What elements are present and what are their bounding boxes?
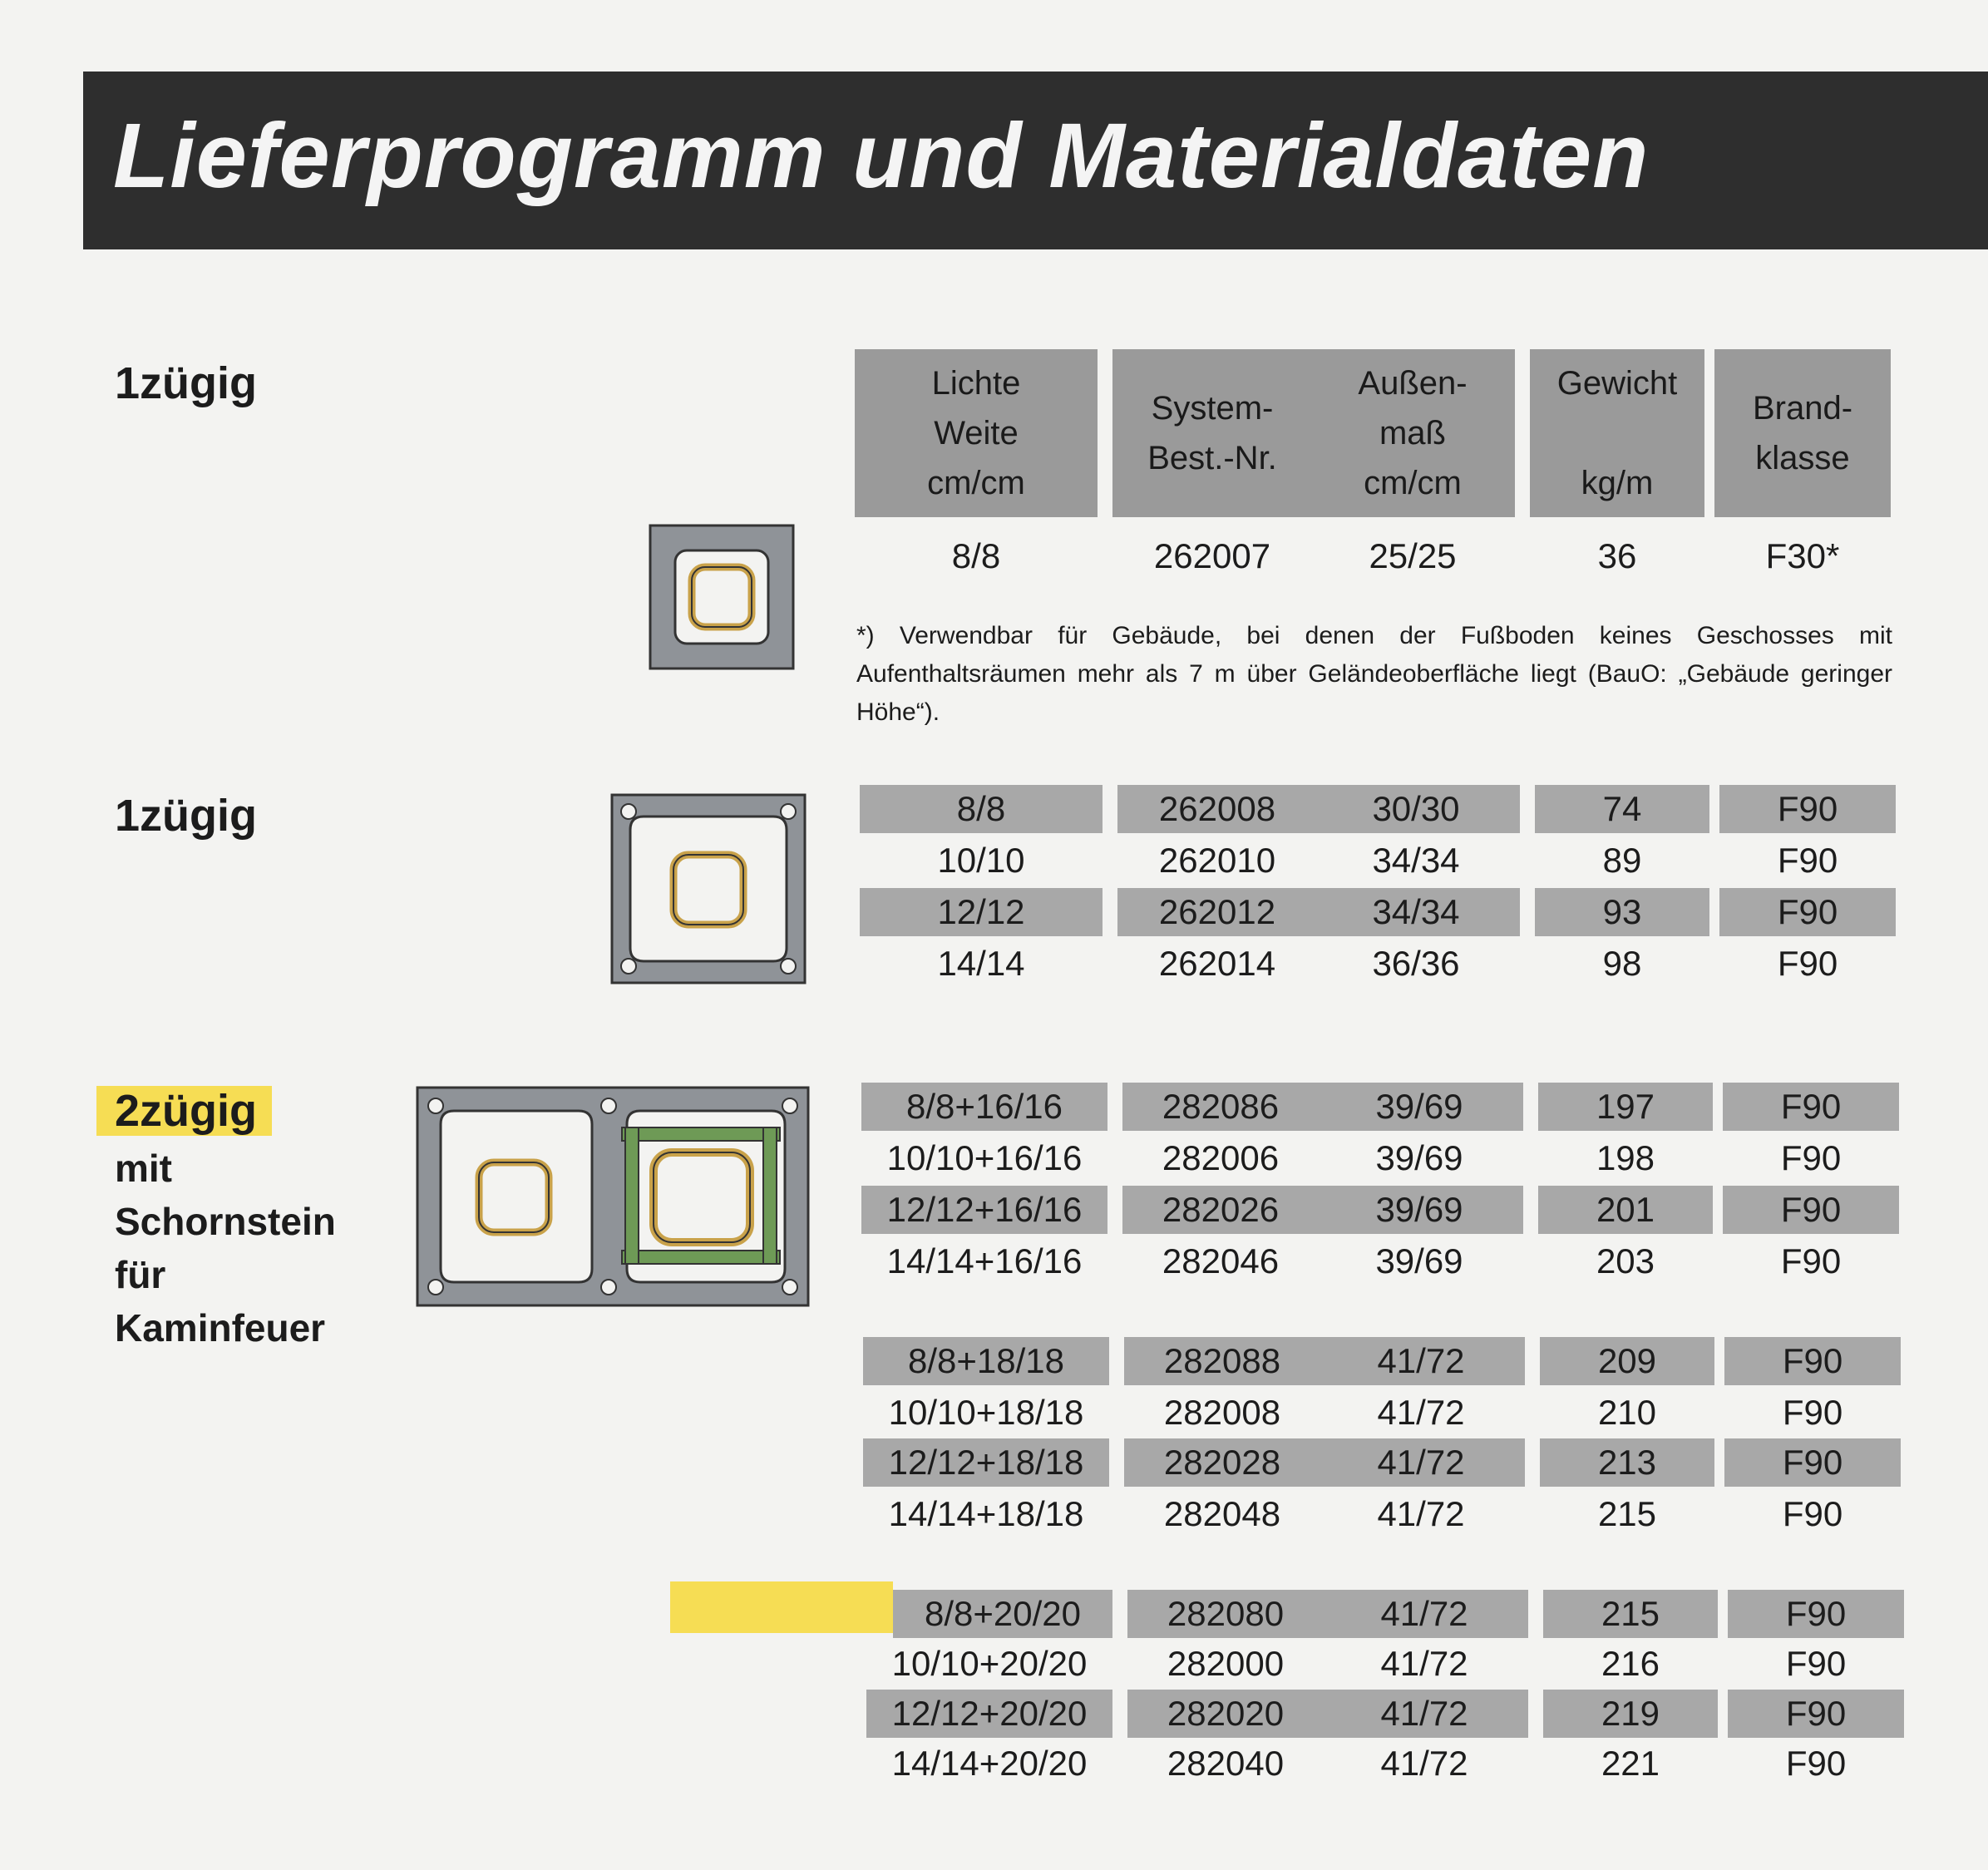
section-3-caption-fur: für [115, 1253, 166, 1296]
table-cell: F90 [1785, 1644, 1847, 1683]
table-cell: 262014 [1158, 944, 1276, 983]
table-cell: 12/12 [860, 888, 1103, 936]
table-cell: 216 [1601, 1644, 1660, 1683]
header-brandklasse: Brand- klasse [1714, 349, 1891, 517]
table-cell: 219 [1543, 1690, 1718, 1738]
table-cell: 39/69 [1375, 1138, 1463, 1177]
table-cell: 201 [1538, 1186, 1713, 1234]
table-cell: 203 [1596, 1241, 1655, 1280]
table-cell: F90 [1777, 841, 1838, 880]
table-cell: 282086 [1122, 1083, 1319, 1131]
table-cell: 12/12+18/18 [863, 1438, 1109, 1487]
table-cell: 262012 [1117, 888, 1317, 936]
table-cell: 282088 [1124, 1337, 1320, 1385]
table-cell: 74 [1535, 785, 1709, 833]
table-cell: F90 [1782, 1494, 1843, 1533]
table-cell: 282080 [1127, 1590, 1324, 1638]
table-cell: 39/69 [1375, 1241, 1463, 1280]
table-cell: F90 [1723, 1186, 1899, 1234]
header-gewicht: Gewicht kg/m [1530, 349, 1704, 517]
table-cell: 198 [1596, 1138, 1655, 1177]
table-cell: 34/34 [1372, 841, 1460, 880]
table-cell: F90 [1785, 1744, 1847, 1783]
table-cell: 39/69 [1315, 1083, 1523, 1131]
table-cell: F90 [1782, 1393, 1843, 1432]
table-cell: 41/72 [1317, 1438, 1525, 1487]
table-cell: 282048 [1163, 1494, 1281, 1533]
table-cell: F90 [1724, 1438, 1901, 1487]
table-cell: F90 [1780, 1138, 1842, 1177]
section-label-3-block [115, 1085, 336, 1354]
table-cell: 282008 [1163, 1393, 1281, 1432]
table-cell: 14/14+20/20 [891, 1744, 1088, 1783]
table-cell: 209 [1540, 1337, 1714, 1385]
table-cell: 41/72 [1320, 1590, 1528, 1638]
chimney-diagram-2zuegig-icon [416, 1086, 810, 1307]
table-cell: 215 [1597, 1494, 1657, 1533]
section-label-1: 1zügig [115, 358, 257, 408]
table-cell: 282020 [1127, 1690, 1324, 1738]
table-cell: 41/72 [1380, 1644, 1468, 1683]
highlighter-mark [670, 1581, 893, 1633]
table-cell: 221 [1601, 1744, 1660, 1783]
section-3-caption-kaminfeuer: Kaminfeuer [115, 1306, 326, 1349]
table-cell: F90 [1724, 1337, 1901, 1385]
table-cell: F90 [1719, 888, 1896, 936]
table-cell: 30/30 [1312, 785, 1520, 833]
table-cell: 98 [1602, 944, 1642, 983]
table-cell: 10/10+16/16 [886, 1138, 1083, 1177]
table-cell: 14/14+18/18 [888, 1494, 1084, 1533]
table-cell: 34/34 [1312, 888, 1520, 936]
header-aussenmass: Außen- maß cm/cm [1310, 349, 1515, 517]
table-cell: F30* [1765, 536, 1840, 575]
table-cell: 14/14+16/16 [886, 1241, 1083, 1280]
table-cell: 8/8+16/16 [861, 1083, 1107, 1131]
table-cell: F90 [1728, 1590, 1904, 1638]
table-cell: 41/72 [1320, 1690, 1528, 1738]
table-cell: 262010 [1158, 841, 1276, 880]
table-cell: 262008 [1117, 785, 1317, 833]
table-cell: 210 [1597, 1393, 1657, 1432]
table-cell: 282000 [1167, 1644, 1285, 1683]
chimney-diagram-1-icon [649, 524, 795, 670]
section-label-2: 1zügig [115, 791, 257, 841]
table-cell: 197 [1538, 1083, 1713, 1131]
table-cell: 36/36 [1372, 944, 1460, 983]
table-cell: 89 [1602, 841, 1642, 880]
section-3-caption-mit: mit [115, 1147, 172, 1190]
table-cell: 282040 [1167, 1744, 1285, 1783]
table-cell: 10/10 [937, 841, 1025, 880]
table-cell: 41/72 [1380, 1744, 1468, 1783]
table-cell: F90 [1728, 1690, 1904, 1738]
table-cell: 93 [1535, 888, 1709, 936]
chimney-diagram-2-icon [610, 793, 807, 984]
table-cell: 10/10+20/20 [891, 1644, 1088, 1683]
table-cell: 282026 [1122, 1186, 1319, 1234]
section-label-3: 2zügig [96, 1086, 272, 1136]
table-cell: 8/8+20/20 [893, 1590, 1112, 1638]
table-cell: 215 [1543, 1590, 1718, 1638]
table-cell: 213 [1540, 1438, 1714, 1487]
table-cell: 8/8+18/18 [863, 1337, 1109, 1385]
header-lichte-weite: Lichte Weite cm/cm [855, 349, 1098, 517]
table-cell: 282028 [1124, 1438, 1320, 1487]
table-cell: 12/12+16/16 [861, 1186, 1107, 1234]
table-cell: 262007 [1153, 536, 1271, 575]
table-cell: 41/72 [1377, 1393, 1465, 1432]
table-cell: 41/72 [1317, 1337, 1525, 1385]
table-cell: 41/72 [1377, 1494, 1465, 1533]
table-cell: F90 [1723, 1083, 1899, 1131]
table-cell: F90 [1719, 785, 1896, 833]
table-cell: F90 [1780, 1241, 1842, 1280]
table-cell: 25/25 [1369, 536, 1457, 575]
title-bar [83, 72, 1988, 249]
table-cell: 36 [1597, 536, 1637, 575]
table-cell: 12/12+20/20 [866, 1690, 1112, 1738]
section-3-caption-schornstein: Schornstein [115, 1200, 336, 1243]
table-cell: 282006 [1162, 1138, 1280, 1177]
table-cell: 282046 [1162, 1241, 1280, 1280]
footnote: *) Verwendbar für Gebäude, bei denen der Fußboden keines Geschosses mit Aufenthaltsräumen mehr als 7 m über Geländeoberfläche liegt (BauO: „Gebäude geringer Höhe“). [856, 622, 1892, 726]
table-cell: F90 [1777, 944, 1838, 983]
header-system-best-nr: System- Best.-Nr. [1112, 349, 1312, 517]
table-cell: 39/69 [1315, 1186, 1523, 1234]
table-cell: 8/8 [860, 785, 1103, 833]
page-title: Lieferprogramm und Materialdaten [113, 105, 1650, 207]
table-cell: 8/8 [951, 536, 1001, 575]
table-cell: 14/14 [937, 944, 1025, 983]
table-cell: 10/10+18/18 [888, 1393, 1084, 1432]
